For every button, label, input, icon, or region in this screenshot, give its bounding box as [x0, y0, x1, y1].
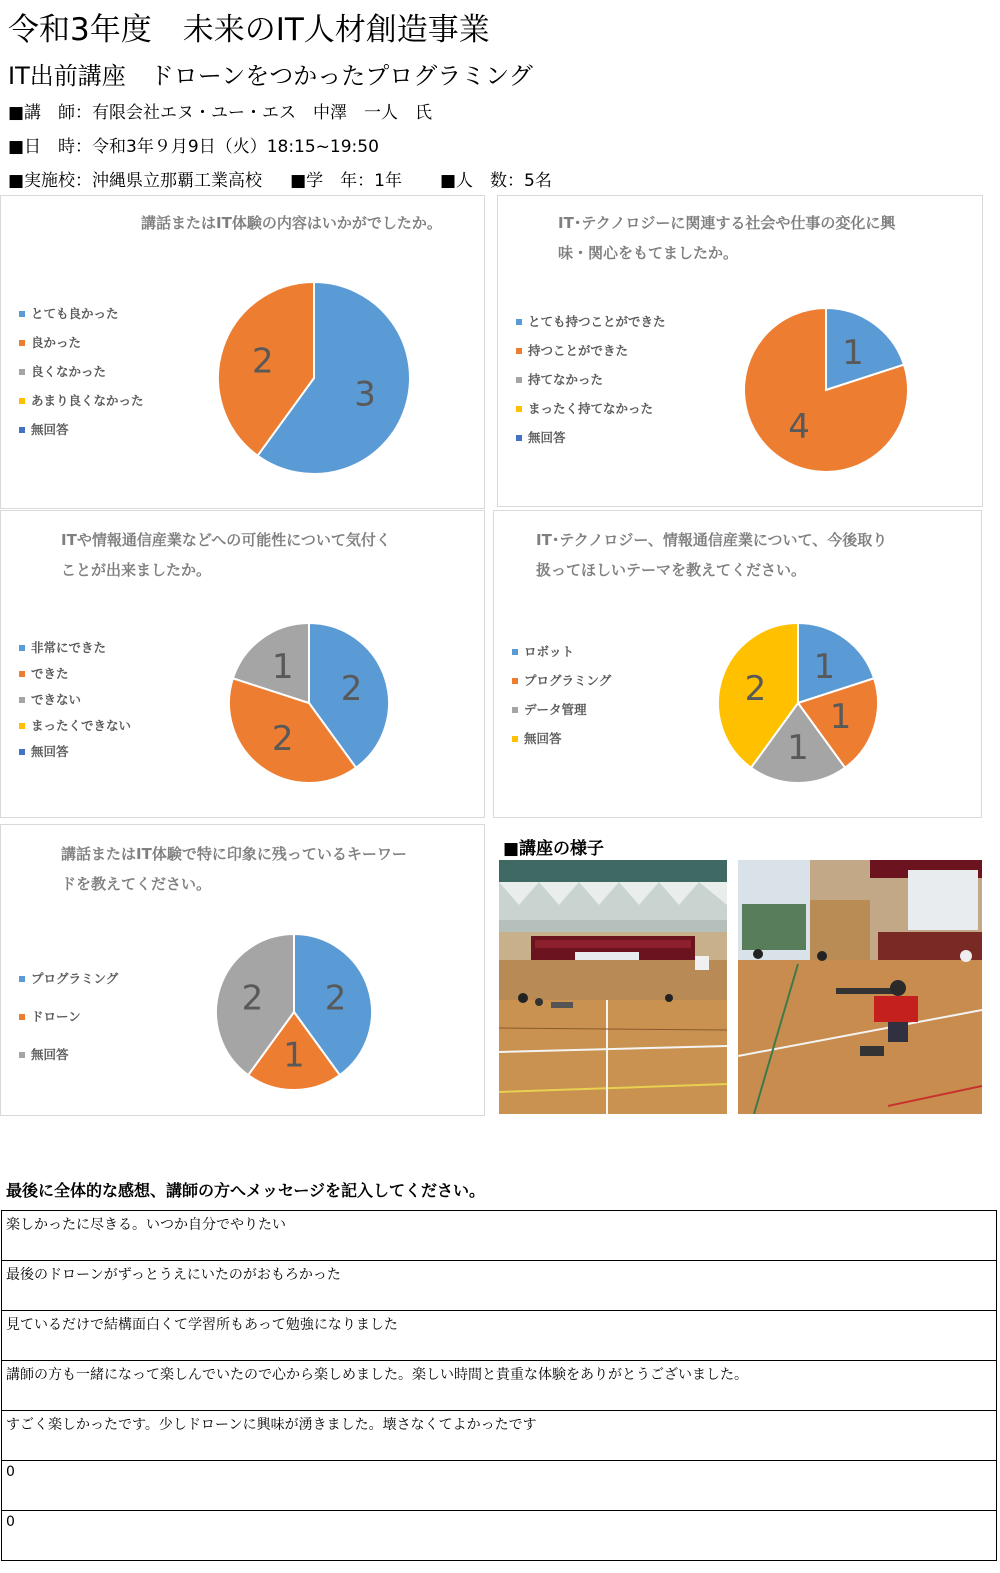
- legend-swatch: [19, 697, 25, 703]
- instructor-info: ■講 師：有限会社エヌ・ユー・エス 中澤 一人 氏: [8, 103, 433, 123]
- legend-item: [19, 664, 69, 682]
- legend-swatch: [19, 1014, 25, 1020]
- legend-swatch: [516, 435, 522, 441]
- legend-item: [19, 391, 144, 409]
- legend-swatch: [19, 427, 25, 433]
- chart-title-line: 扱ってほしいテーマを教えてください。: [536, 561, 807, 579]
- message-cell: 0: [2, 1511, 997, 1561]
- pie-chart: [1, 196, 484, 508]
- photo-gym-students: [738, 860, 982, 1114]
- legend-item: [516, 428, 566, 446]
- legend-swatch: [19, 340, 25, 346]
- slice-value-label: 1: [787, 727, 809, 768]
- slice-value-label: 1: [842, 332, 864, 373]
- legend-swatch: [19, 749, 25, 755]
- slice-value-label: 2: [271, 719, 294, 760]
- chart-panel-2: [497, 195, 983, 507]
- chart-panel-1: [0, 195, 485, 509]
- photo-gym-stage: [499, 860, 727, 1114]
- chart-title: [61, 525, 391, 585]
- chart-title: [61, 839, 407, 899]
- table-row: [2, 1511, 997, 1561]
- legend-item: [19, 716, 131, 734]
- legend-swatch: [19, 1052, 25, 1058]
- legend-swatch: [516, 406, 522, 412]
- table-row: [2, 1261, 997, 1311]
- grade-info: ■学 年：1年: [290, 171, 402, 191]
- legend-item: [19, 690, 81, 708]
- legend-swatch: [19, 976, 25, 982]
- legend-label: あまり良くなかった: [31, 393, 144, 408]
- legend-label: とても持つことができた: [528, 314, 666, 329]
- legend-swatch: [512, 649, 518, 655]
- messages-title: 最後に全体的な感想、講師の方へメッセージを記入してください。: [6, 1181, 486, 1200]
- chart-title-line: 講話またはIT体験の内容はいかがでしたか。: [141, 214, 442, 232]
- photo-gym-stage-image: [499, 860, 727, 1114]
- legend-label: まったく持てなかった: [528, 401, 654, 416]
- legend-label: ドローン: [31, 1009, 81, 1024]
- legend-swatch: [512, 678, 518, 684]
- legend-item: [19, 1007, 81, 1025]
- chart-title-line: IT･テクノロジーに関連する社会や仕事の変化に興: [558, 214, 896, 232]
- chart-title-line: IT･テクノロジー、情報通信産業について、今後取り: [536, 531, 888, 549]
- legend-label: 良くなかった: [31, 364, 107, 379]
- legend-item: [19, 420, 69, 438]
- legend-item: [516, 312, 666, 330]
- message-cell: 最後のドローンがずっとうえにいたのがおもろかった: [2, 1261, 997, 1311]
- legend-item: [19, 1045, 69, 1063]
- legend-item: [19, 742, 69, 760]
- chart-title: [141, 208, 442, 238]
- legend-item: [19, 638, 106, 656]
- legend-label: プログラミング: [31, 971, 119, 986]
- message-cell: 講師の方も一緒になって楽しんでいたので心から楽しめました。楽しい時間と貴重な体験をありがとうございました。: [2, 1361, 997, 1411]
- legend-item: [512, 729, 562, 747]
- legend-swatch: [516, 319, 522, 325]
- messages-table: [1, 1210, 997, 1561]
- slice-value-label: 2: [241, 978, 264, 1019]
- legend-label: 無回答: [31, 1047, 69, 1062]
- photo-gym-students-image: [738, 860, 982, 1114]
- school-info-row: [8, 166, 552, 191]
- legend-item: [19, 969, 118, 987]
- legend-swatch: [512, 707, 518, 713]
- page-title: 令和3年度 未来のIT人材創造事業: [8, 12, 490, 48]
- chart-title-line: ITや情報通信産業などへの可能性について気付く: [61, 531, 391, 549]
- legend-label: まったくできない: [31, 718, 132, 733]
- legend-label: 無回答: [524, 731, 562, 746]
- slice-value-label: 1: [813, 646, 836, 687]
- message-cell: 0: [2, 1461, 997, 1511]
- slice-value-label: 1: [283, 1035, 305, 1076]
- table-row: [2, 1311, 997, 1361]
- legend-label: できた: [31, 666, 69, 681]
- message-cell: すごく楽しかったです。少しドローンに興味が湧きました。壊さなくてよかったです: [2, 1411, 997, 1461]
- legend-item: [19, 362, 106, 380]
- slice-value-label: 2: [252, 341, 274, 382]
- legend-label: 無回答: [528, 430, 566, 445]
- legend-swatch: [19, 645, 25, 651]
- table-row: [2, 1461, 997, 1511]
- chart-title-line: 味・関心をもてましたか。: [558, 244, 739, 262]
- chart-title-line: 講話またはIT体験で特に印象に残っているキーワー: [61, 845, 407, 863]
- count-info: ■人 数：5名: [439, 171, 552, 191]
- slice-value-label: 3: [354, 374, 376, 415]
- table-row: [2, 1211, 997, 1261]
- photos-section-title: ■講座の様子: [503, 839, 605, 859]
- school-info: ■実施校：沖縄県立那覇工業高校: [8, 171, 263, 191]
- legend-item: [512, 642, 574, 660]
- legend-item: [516, 370, 603, 388]
- legend-swatch: [516, 377, 522, 383]
- legend-item: [19, 304, 119, 322]
- chart-title-line: ドを教えてください。: [61, 875, 212, 893]
- slice-value-label: 2: [744, 669, 767, 710]
- legend-swatch: [19, 311, 25, 317]
- legend-item: [516, 399, 653, 417]
- legend-label: できない: [31, 692, 82, 707]
- chart-title: [536, 525, 887, 585]
- legend-swatch: [19, 369, 25, 375]
- chart-panel-4: [493, 510, 982, 818]
- legend-label: 良かった: [31, 335, 82, 350]
- message-cell: 楽しかったに尽きる。いつか自分でやりたい: [2, 1211, 997, 1261]
- slice-value-label: 2: [324, 978, 347, 1019]
- message-cell: 見ているだけで結構面白くて学習所もあって勉強になりました: [2, 1311, 997, 1361]
- datetime-info: ■日 時：令和3年９月9日（火）18:15~19:50: [8, 137, 379, 157]
- slice-value-label: 4: [788, 407, 810, 448]
- table-row: [2, 1361, 997, 1411]
- legend-item: [512, 671, 611, 689]
- slice-value-label: 1: [829, 696, 852, 737]
- legend-label: プログラミング: [524, 673, 612, 688]
- chart-title: [558, 208, 895, 268]
- legend-label: 無回答: [31, 744, 69, 759]
- legend-label: ロボット: [524, 644, 575, 659]
- legend-label: 無回答: [31, 422, 69, 437]
- legend-label: 持つことができた: [528, 343, 629, 358]
- legend-swatch: [512, 736, 518, 742]
- legend-label: 持てなかった: [528, 372, 604, 387]
- chart-title-line: ことが出来ましたか。: [61, 561, 212, 579]
- legend-label: とても良かった: [31, 306, 119, 321]
- page-subtitle: IT出前講座 ドローンをつかったプログラミング: [8, 62, 533, 90]
- legend-item: [512, 700, 587, 718]
- legend-swatch: [19, 723, 25, 729]
- legend-swatch: [19, 671, 25, 677]
- legend-swatch: [19, 398, 25, 404]
- slice-value-label: 1: [271, 646, 294, 687]
- legend-swatch: [516, 348, 522, 354]
- chart-panel-3: [0, 510, 485, 818]
- legend-item: [516, 341, 628, 359]
- slice-value-label: 2: [340, 669, 363, 710]
- legend-label: 非常にできた: [31, 640, 107, 655]
- legend-item: [19, 333, 81, 351]
- chart-panel-5: [0, 824, 485, 1116]
- legend-label: データ管理: [524, 702, 587, 717]
- table-row: [2, 1411, 997, 1461]
